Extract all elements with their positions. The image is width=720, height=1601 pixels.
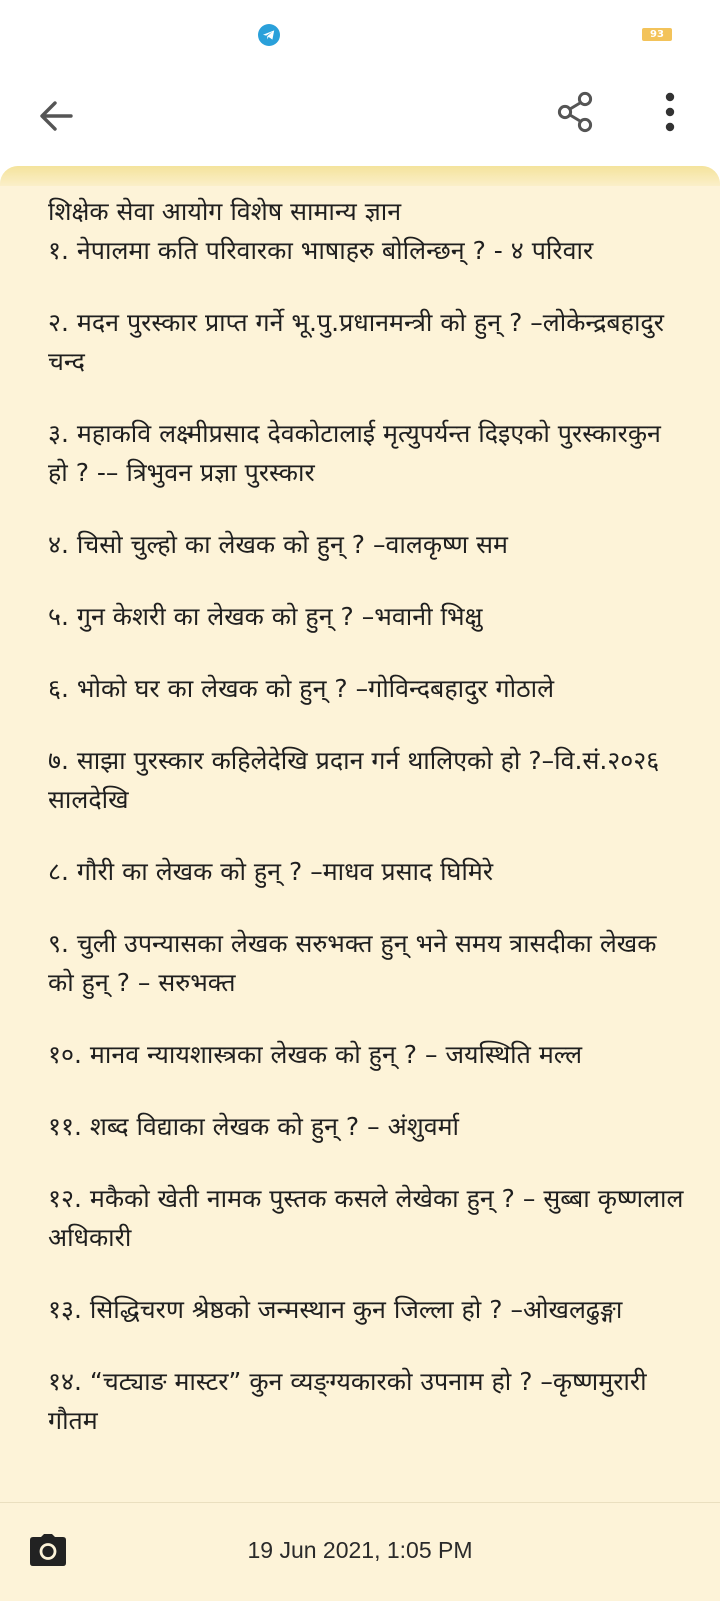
note-item-4: ४. चिसो चुल्हो का लेखक को हुन् ? –वालकृष्ण सम xyxy=(48,530,508,559)
note-item-10: १०. मानव न्यायशास्त्रका लेखक को हुन् ? – जयस्थिति मल्ल xyxy=(48,1040,583,1069)
battery-indicator: 93 xyxy=(642,28,672,41)
note-item-3: ३. महाकवि लक्ष्मीप्रसाद देवकोटालाई मृत्युपर्यन्त दिइएको पुरस्कारकुन हो ? -– त्रिभुवन प्रज्ञा पुरस्कार xyxy=(48,419,661,487)
note-timestamp: 19 Jun 2021, 1:05 PM xyxy=(247,1537,473,1563)
note-item-8: ८. गौरी का लेखक को हुन् ? –माधव प्रसाद घिमिरे xyxy=(48,857,494,886)
note-item-11: ११. शब्द विद्याका लेखक को हुन् ? – अंशुवर्मा xyxy=(48,1112,460,1141)
note-content[interactable] xyxy=(48,192,688,1473)
share-icon xyxy=(556,91,596,133)
status-bar xyxy=(0,0,720,64)
note-item-7: ७. साझा पुरस्कार कहिलेदेखि प्रदान गर्न थालिएको हो ?–वि.सं.२०२६ सालदेखि xyxy=(48,746,660,814)
telegram-icon xyxy=(258,24,280,46)
note-item-5: ५. गुन केशरी का लेखक को हुन् ? –भवानी भिक्षु xyxy=(48,602,483,631)
note-item-9: ९. चुली उपन्यासका लेखक सरुभक्त हुन् भने समय त्रासदीका लेखक को हुन् ? – सरुभक्त xyxy=(48,929,657,997)
camera-icon xyxy=(29,1533,67,1567)
camera-button[interactable] xyxy=(28,1531,68,1569)
more-vert-icon xyxy=(664,92,676,132)
note-item-13: १३. सिद्धिचरण श्रेष्ठको जन्मस्थान कुन जिल्ला हो ? –ओखलढुङ्गा xyxy=(48,1295,623,1324)
note-item-2: २. मदन पुरस्कार प्राप्त गर्ने भू.पु.प्रधानमन्त्री को हुन् ? –लोकेन्द्रबहादुर चन्द xyxy=(48,308,664,376)
more-options-button[interactable] xyxy=(648,86,692,138)
note-item-12: १२. मकैको खेती नामक पुस्तक कसले लेखेका हुन् ? – सुब्बा कृष्णलाल अधिकारी xyxy=(48,1184,684,1252)
note-item-14: १४. “चट्याङ मास्टर” कुन व्यङ्ग्यकारको उपनाम हो ? –कृष्णमुरारी गौतम xyxy=(48,1367,647,1435)
note-sheet[interactable] xyxy=(0,166,720,1502)
note-title: शिक्षेक सेवा आयोग विशेष सामान्य ज्ञान xyxy=(48,197,402,226)
app-bar xyxy=(0,64,720,166)
note-item-6: ६. भोको घर का लेखक को हुन् ? –गोविन्दबहादुर गोठाले xyxy=(48,674,555,703)
arrow-left-icon xyxy=(38,98,74,134)
back-button[interactable] xyxy=(30,90,82,142)
share-button[interactable] xyxy=(550,86,602,138)
note-item-1: १. नेपालमा कति परिवारका भाषाहरु बोलिन्छन् ? - ४ परिवार xyxy=(48,236,594,265)
note-top-edge xyxy=(0,166,720,186)
bottom-bar xyxy=(0,1502,720,1601)
